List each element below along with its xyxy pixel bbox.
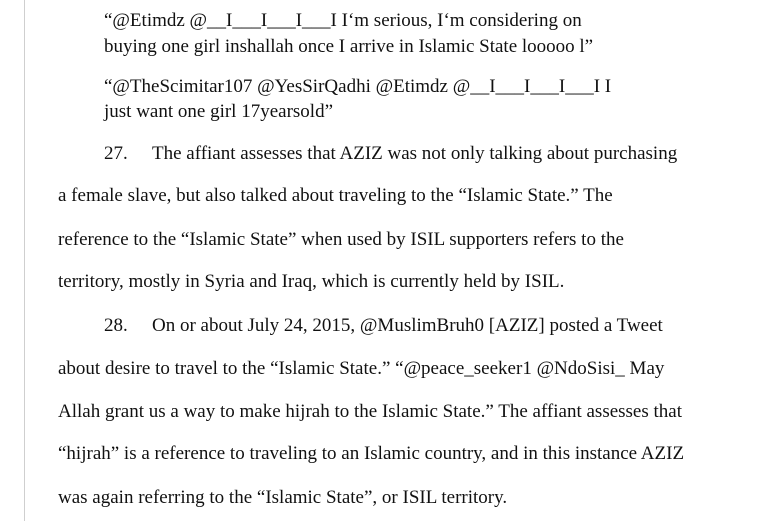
paragraph-line: reference to the “Islamic State” when used by ISIL supporters refers to the: [58, 229, 624, 250]
paragraph-line: about desire to travel to the “Islamic State.” “@peace_seeker1 @NdoSisi_ May: [58, 358, 665, 379]
paragraph-line: a female slave, but also talked about traveling to the “Islamic State.” The: [58, 185, 613, 206]
paragraph-line: “hijrah” is a reference to traveling to an Islamic country, and in this instance AZIZ: [58, 443, 685, 464]
paragraph-line: The affiant assesses that AZIZ was not only talking about purchasing: [152, 143, 678, 164]
page-margin-line: [24, 0, 25, 521]
quote-line: “@TheScimitar107 @YesSirQadhi @Etimdz @__I___I___I___I I: [104, 76, 612, 97]
paragraph-line: On or about July 24, 2015, @MuslimBruh0 [AZIZ] posted a Tweet: [152, 315, 663, 336]
quote-line: “@Etimdz @__I___I___I___I I‘m serious, I‘m considering on: [104, 10, 582, 31]
quote-line: buying one girl inshallah once I arrive in Islamic State looooo l”: [104, 36, 594, 57]
paragraph-line: was again referring to the “Islamic State”, or ISIL territory.: [58, 487, 508, 508]
paragraph-line: Allah grant us a way to make hijrah to the Islamic State.” The affiant assesses that: [58, 401, 683, 422]
paragraph-number: 27.: [104, 143, 128, 164]
quote-line: just want one girl 17yearsold”: [104, 101, 334, 122]
paragraph-number: 28.: [104, 315, 128, 336]
paragraph-line: territory, mostly in Syria and Iraq, which is currently held by ISIL.: [58, 271, 565, 292]
